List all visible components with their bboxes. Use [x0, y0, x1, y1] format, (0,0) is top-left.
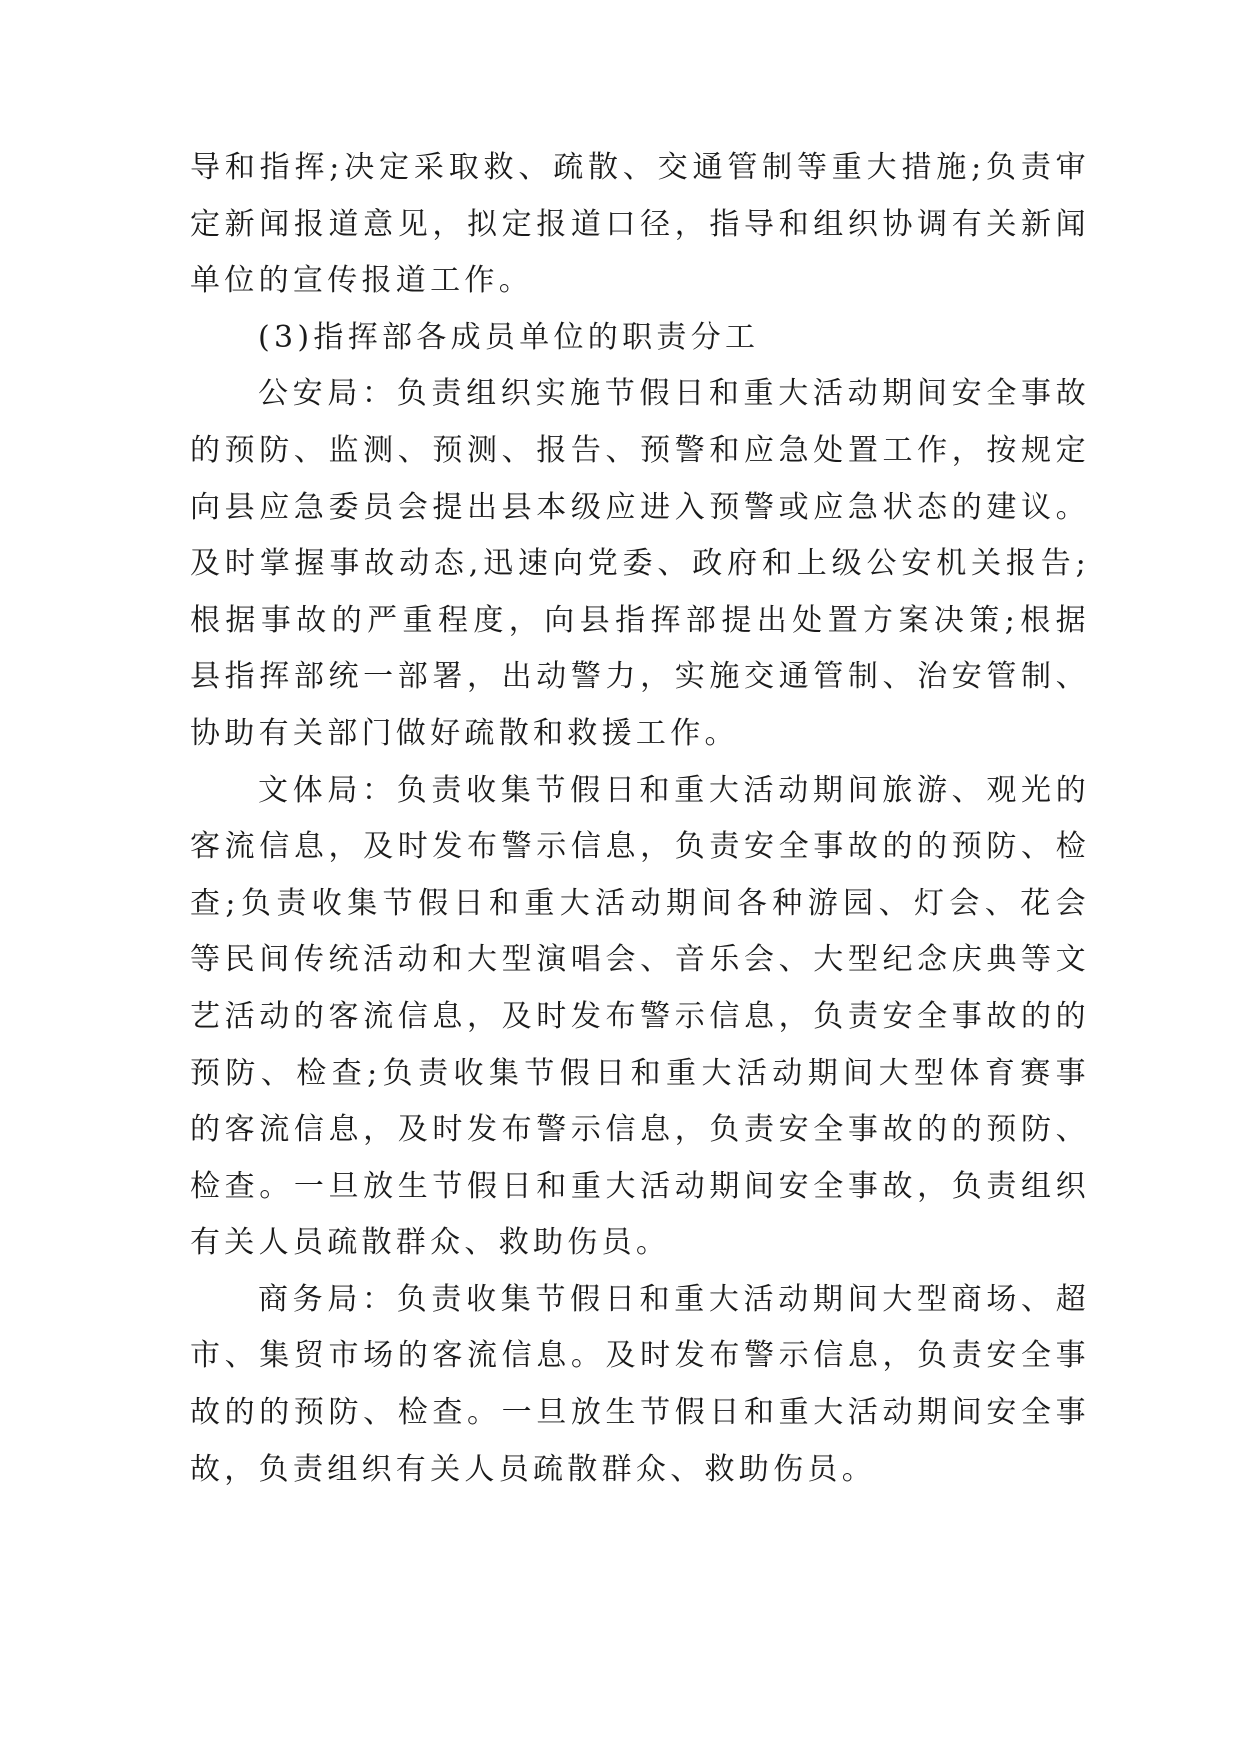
document-body	[190, 140, 1090, 1498]
paragraph-culture-sports: 文体局：负责收集节假日和重大活动期间旅游、观光的客流信息，及时发布警示信息，负责安全事故的的预防、检查;负责收集节假日和重大活动期间各种游园、灯会、花会等民间传统活动和大型演唱会、音乐会、大型纪念庆典等文艺活动的客流信息，及时发布警示信息，负责安全事故的的预防、检查;负责收集节假日和重大活动期间大型体育赛事的客流信息，及时发布警示信息，负责安全事故的的预防、检查。一旦放生节假日和重大活动期间安全事故，负责组织有关人员疏散群众、救助伤员。	[190, 772, 1090, 1261]
paragraph-commerce: 商务局：负责收集节假日和重大活动期间大型商场、超市、集贸市场的客流信息。及时发布警示信息，负责安全事故的的预防、检查。一旦放生节假日和重大活动期间安全事故，负责组织有关人员疏散群众、救助伤员。	[190, 1281, 1090, 1487]
paragraph-public-security: 公安局：负责组织实施节假日和重大活动期间安全事故的预防、监测、预测、报告、预警和应急处置工作，按规定向县应急委员会提出县本级应进入预警或应急状态的建议。及时掌握事故动态,迅速向党委、政府和上级公安机关报告;根据事故的严重程度，向县指挥部提出处置方案决策;根据县指挥部统一部署，出动警力，实施交通管制、治安管制、协助有关部门做好疏散和救援工作。	[190, 376, 1090, 751]
section-heading: (3)指挥部各成员单位的职责分工	[258, 319, 760, 355]
paragraph-continuation: 导和指挥;决定采取救、疏散、交通管制等重大措施;负责审定新闻报道意见，拟定报道口径，指导和组织协调有关新闻单位的宣传报道工作。	[190, 150, 1090, 299]
